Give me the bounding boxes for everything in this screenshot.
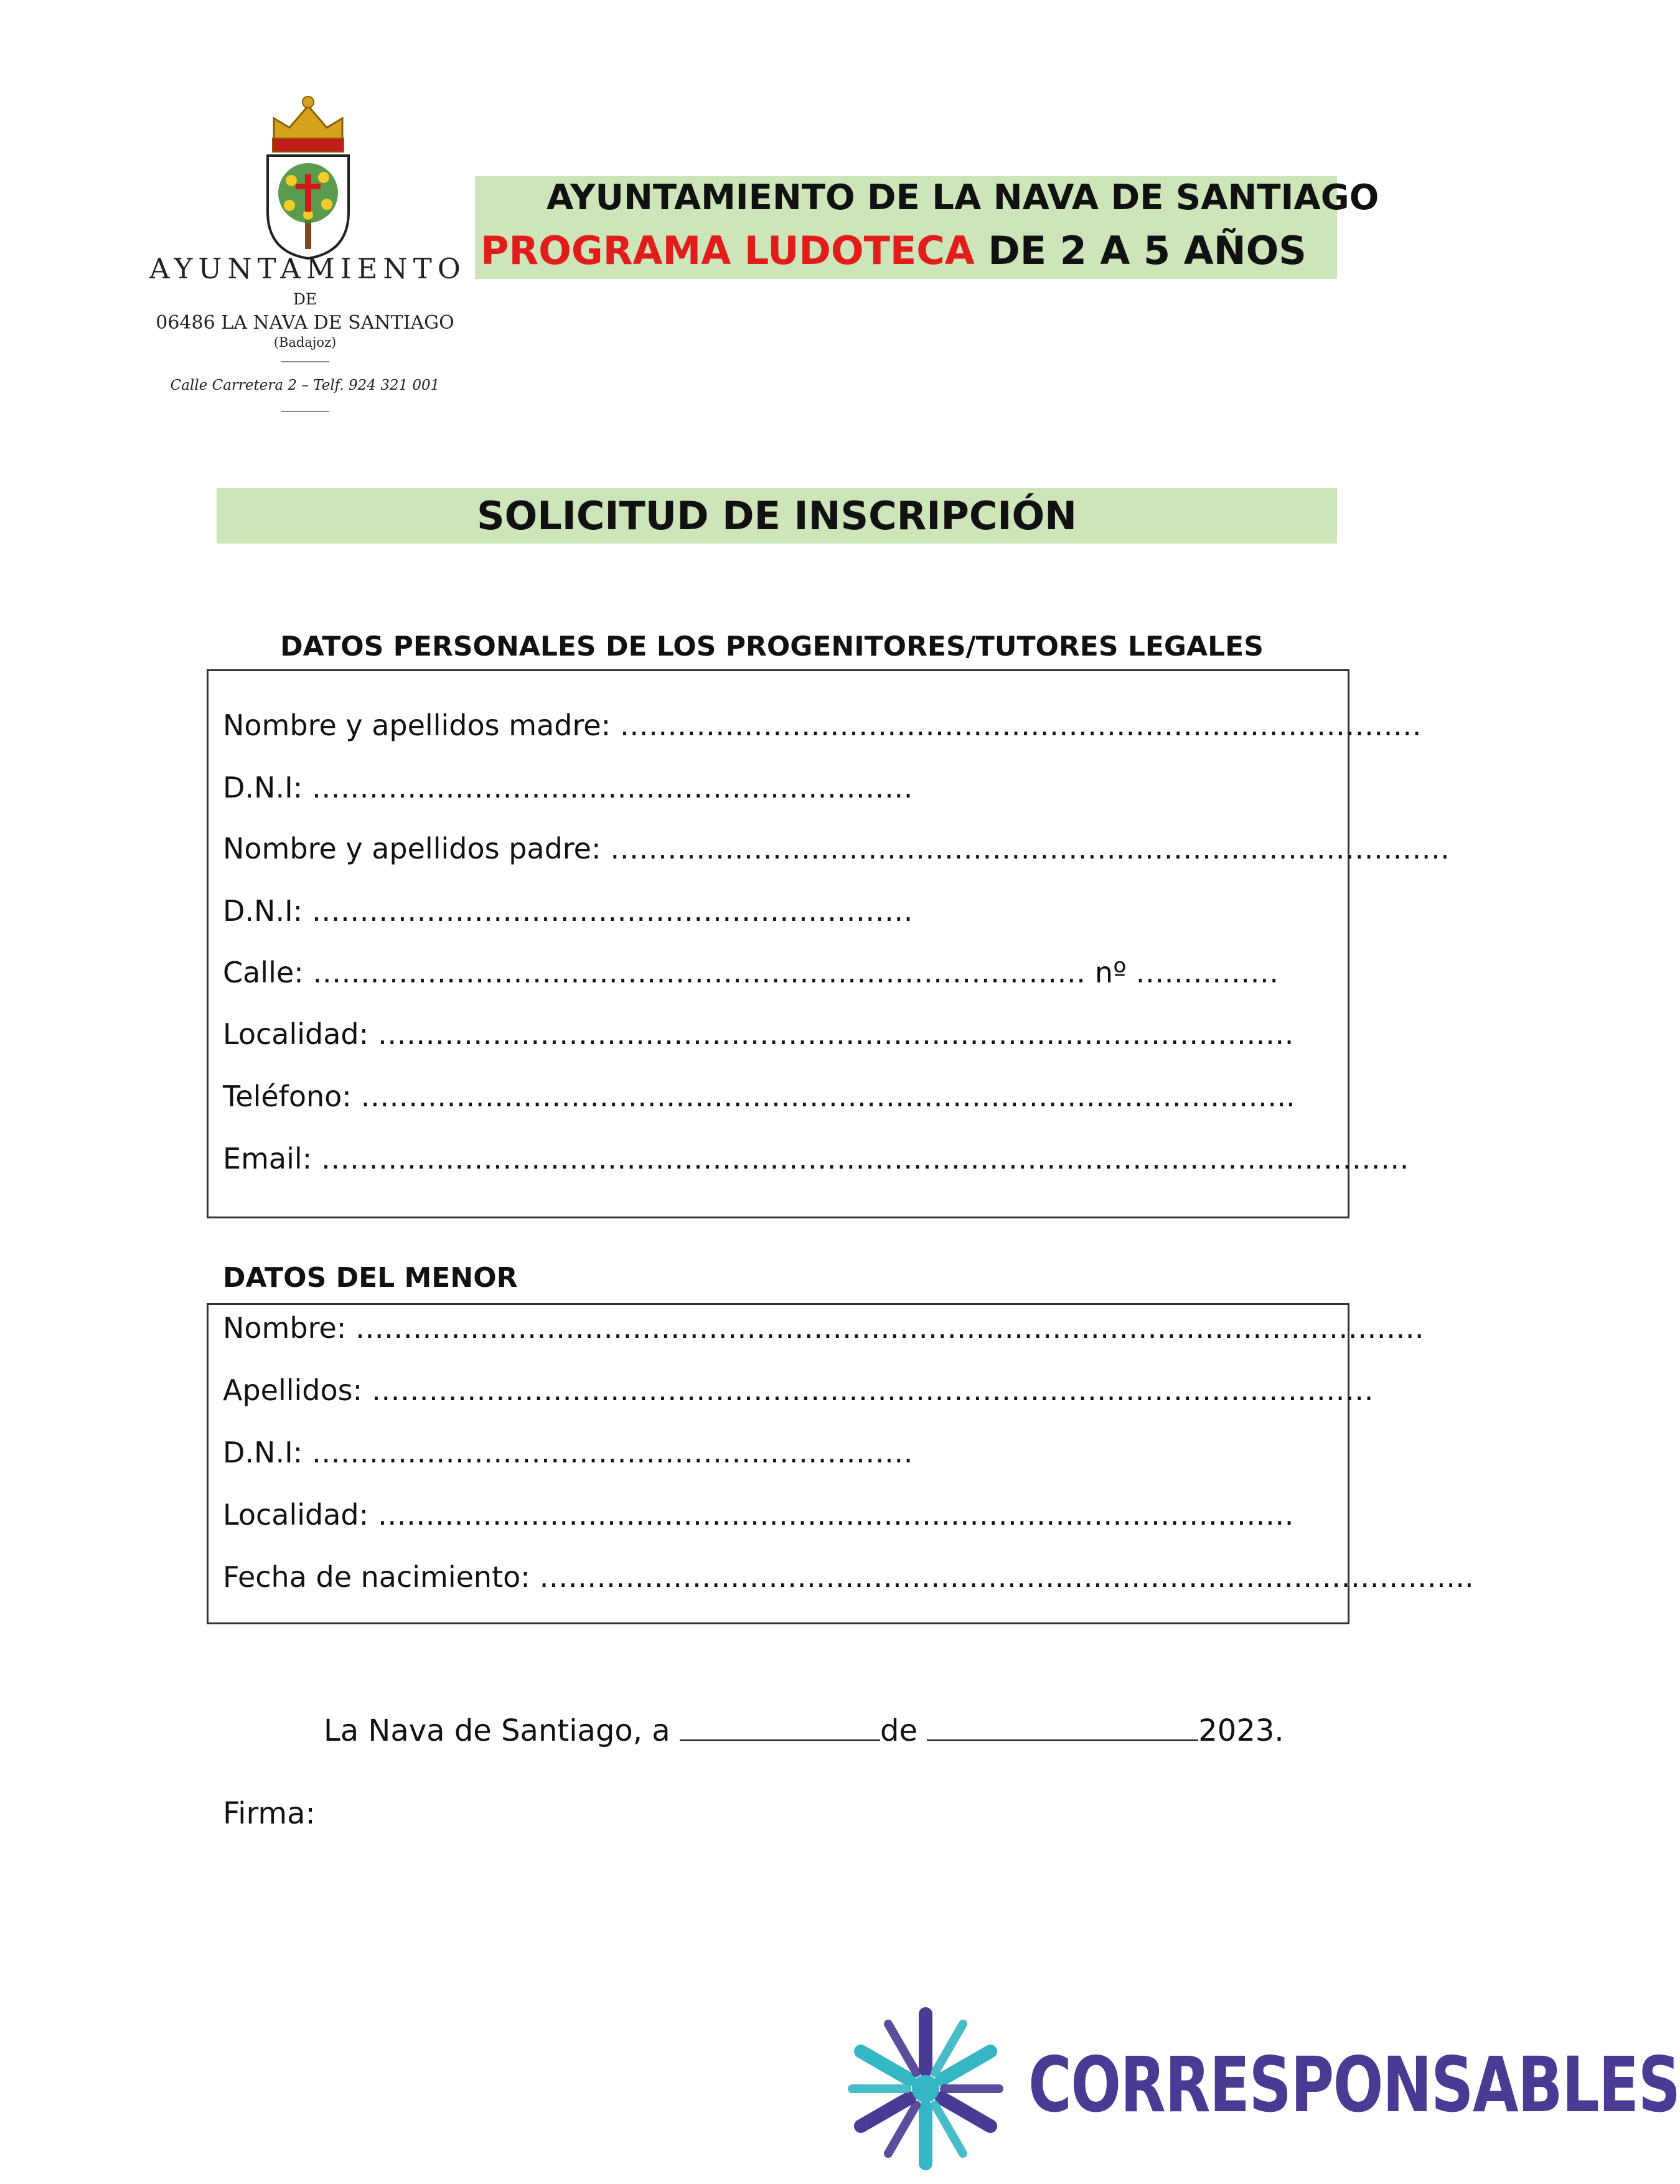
signature-label: Firma: [223, 1796, 316, 1831]
father-dni-field[interactable]: D.N.I: ……………………………………………………… [223, 894, 913, 928]
child-birthdate-field[interactable]: Fecha de nacimiento: …………………………………………………………………………………….. [223, 1560, 1474, 1594]
letterhead-province: (Badajoz) [273, 335, 337, 350]
form-title-banner [217, 488, 1337, 544]
day-blank[interactable] [680, 1737, 880, 1741]
form-title: SOLICITUD DE INSCRIPCIÓN [476, 493, 1077, 539]
street-field[interactable]: Calle: ……………………………………………………………………… nº …………… [223, 956, 1279, 989]
month-blank[interactable] [927, 1737, 1198, 1741]
child-section-title: DATOS DEL MENOR [223, 1262, 518, 1294]
child-form-box [207, 1303, 1474, 1624]
letterhead-name: AYUNTAMIENTO [149, 252, 466, 285]
locality-field[interactable]: Localidad: …………………………………………………………………………………… [223, 1017, 1294, 1051]
program-header [475, 176, 1379, 279]
child-locality-field[interactable]: Localidad: …………………………………………………………………………………… [223, 1498, 1294, 1532]
letterhead-address: Calle Carretera 2 – Telf. 924 321 001 [170, 377, 440, 393]
corresponsables-logo-icon [842, 2008, 1010, 2170]
municipality-heading: AYUNTAMIENTO DE LA NAVA DE SANTIAGO [547, 177, 1379, 218]
divider [281, 361, 329, 362]
parents-form-box [207, 669, 1450, 1218]
phone-field[interactable]: Teléfono: …………………………………………………………………………………….. [223, 1080, 1295, 1113]
mother-name-field[interactable]: Nombre y apellidos madre: ………………………………………………………………………… [223, 708, 1422, 742]
letterhead-town: 06486 LA NAVA DE SANTIAGO [156, 312, 454, 334]
divider [281, 411, 329, 412]
child-surnames-field[interactable]: Apellidos: …………………………………………………………………………………………… [223, 1373, 1374, 1407]
email-field[interactable]: Email: …………………………………………………………………………………………………… [223, 1142, 1409, 1175]
date-line [324, 1713, 1284, 1748]
mother-dni-field[interactable]: D.N.I: ……………………………………………………… [223, 771, 913, 804]
letterhead-de: DE [293, 290, 317, 308]
corresponsables-brand: CORRESPONSABLES [1028, 2041, 1680, 2129]
parents-section-title: DATOS PERSONALES DE LOS PROGENITORES/TUTORES LEGALES [280, 631, 1264, 662]
child-name-field[interactable]: Nombre: …………………………………………………………………………………………………. [223, 1311, 1424, 1345]
father-name-field[interactable]: Nombre y apellidos padre: ……………………………………………………………………………. [223, 832, 1450, 865]
coat-of-arms-icon [261, 93, 355, 261]
letterhead [149, 252, 466, 412]
program-heading [481, 228, 1307, 273]
program-age-range: DE 2 A 5 AÑOS [974, 228, 1307, 273]
date-place: La Nava de Santiago, a [324, 1713, 680, 1748]
program-name: PROGRAMA LUDOTECA [481, 228, 975, 273]
date-de: de [880, 1713, 927, 1748]
date-year: 2023. [1198, 1713, 1284, 1748]
child-dni-field[interactable]: D.N.I: ……………………………………………………… [223, 1436, 913, 1469]
